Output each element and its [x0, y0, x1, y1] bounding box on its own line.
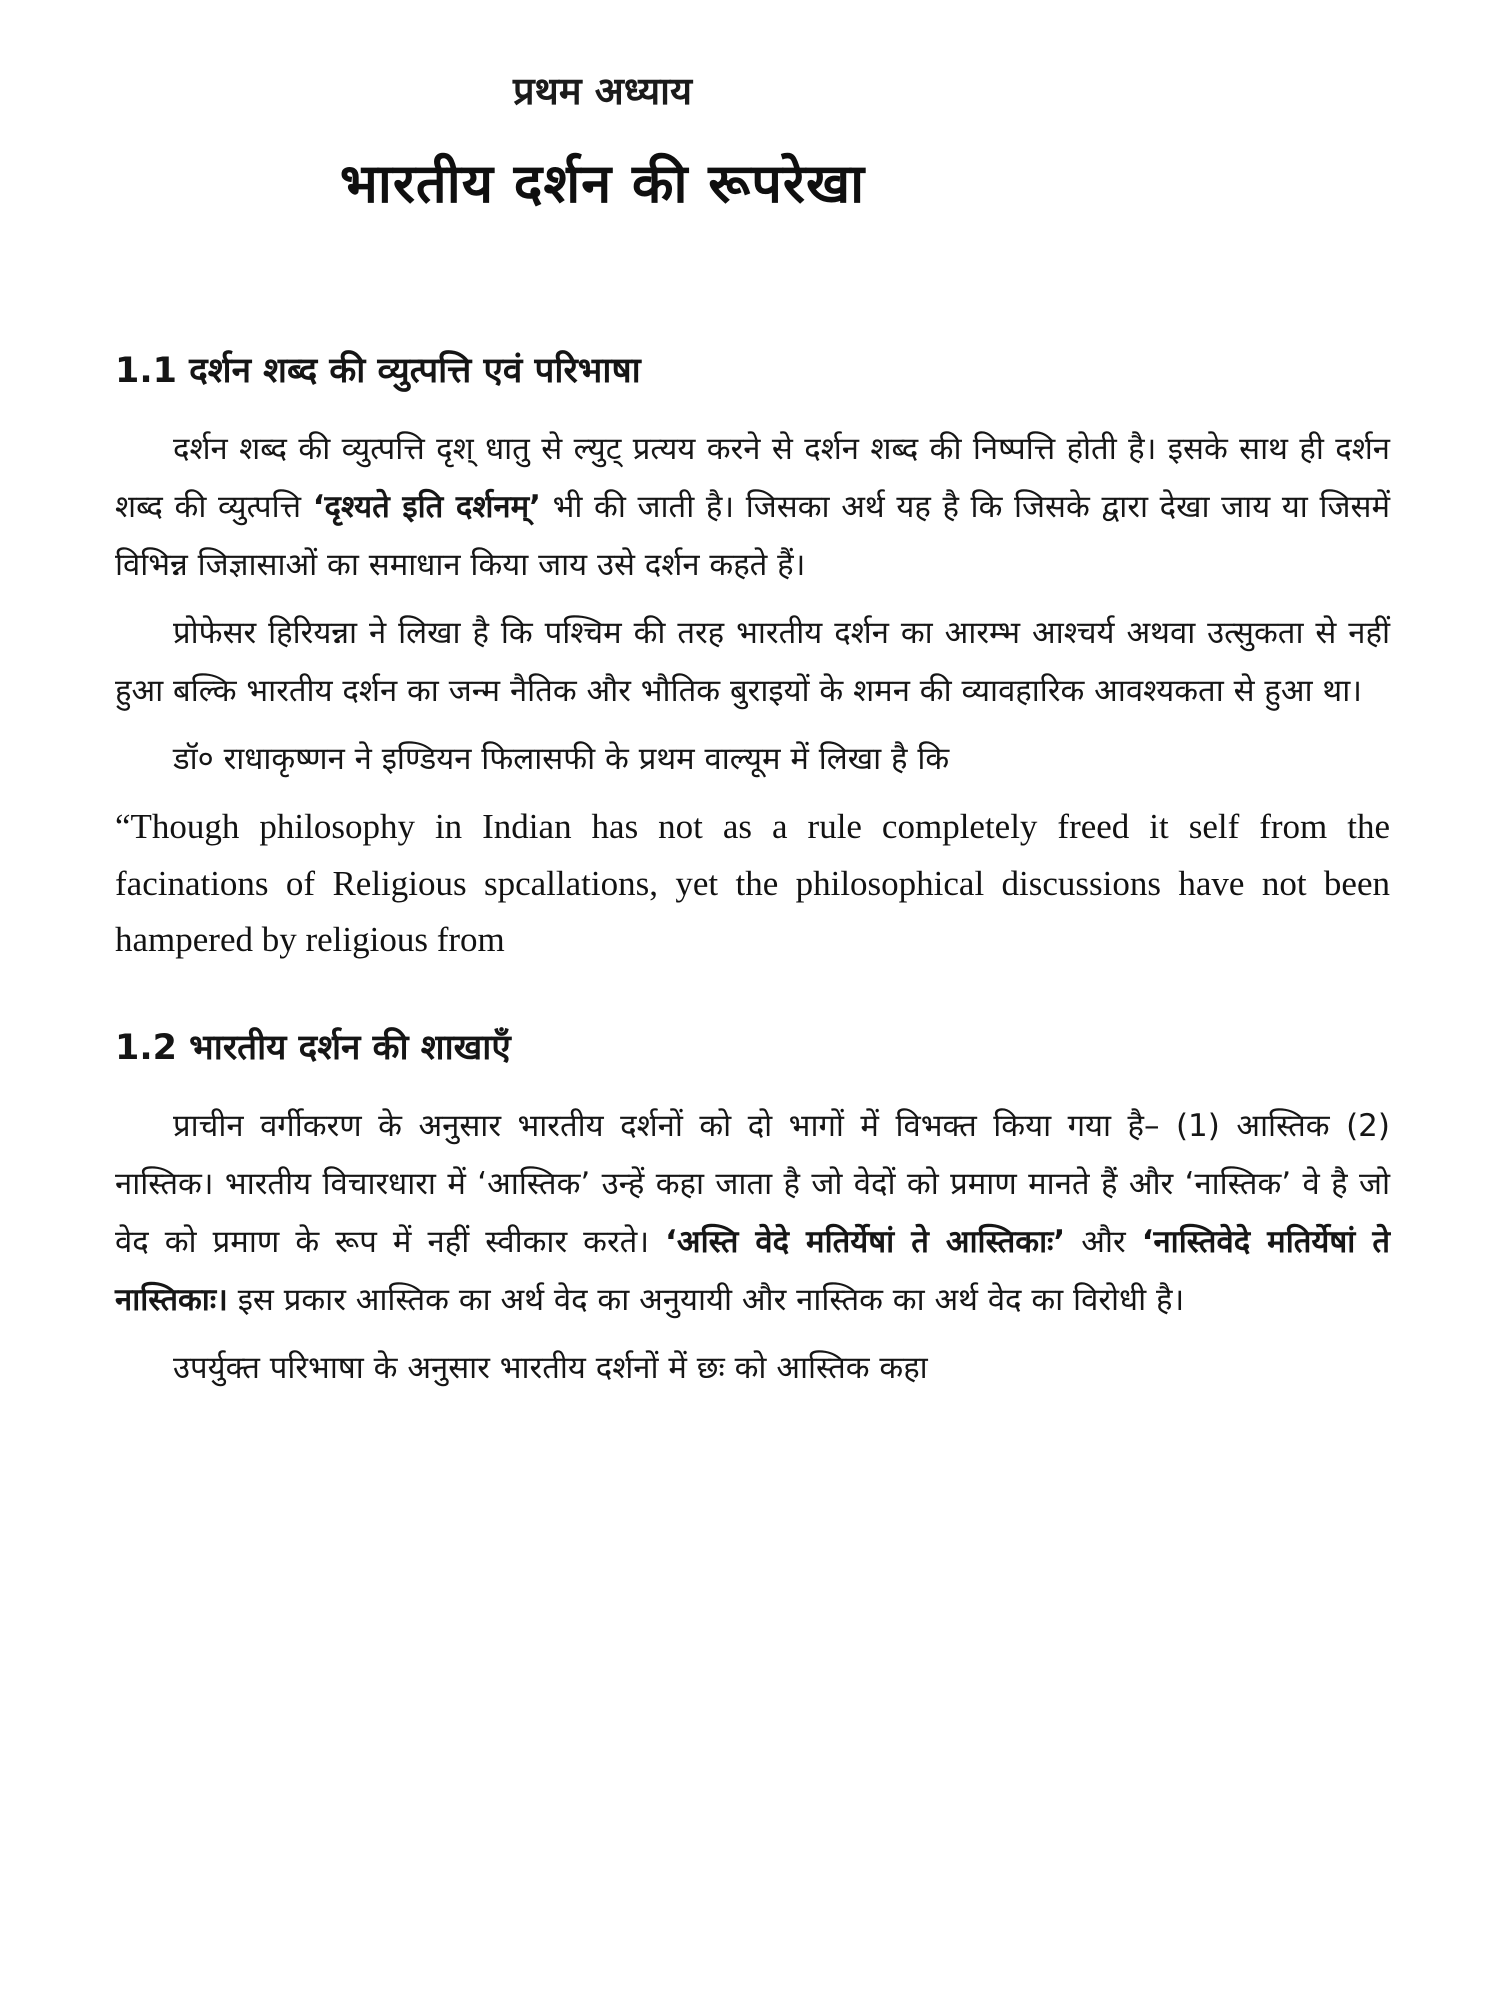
text-run-bold-sanskrit-quote: ‘नास्तिवेदे मतिर्येषां ते नास्तिकाः।	[115, 1223, 1390, 1318]
section-1-2-heading: 1.2 भारतीय दर्शन की शाखाएँ	[115, 1027, 511, 1068]
section-1-2-paragraph-2: उपर्युक्त परिभाषा के अनुसार भारतीय दर्शनों में छः को आस्तिक कहा	[173, 1349, 928, 1386]
chapter-heading: प्रथम अध्याय	[512, 69, 693, 113]
section-1-1-heading: 1.1 दर्शन शब्द की व्युत्पत्ति एवं परिभाषा	[115, 351, 641, 391]
text-run: प्राचीन वर्गीकरण के अनुसार भारतीय दर्शनों को दो भागों में विभक्त किया गया है– (1) आस्तिक (2) नास्तिक। भारतीय विचारधारा में ‘आस्तिक’ उन्हें कहा जाता है जो वेदों को प्रमाण मानते हैं और ‘नास्तिक’ वे है जो वेद को प्रमाण के रूप में नहीं स्वीकार करते।	[115, 1107, 1390, 1260]
text-run: दर्शन शब्द की व्युत्पत्ति दृश् धातु से ल्युट् प्रत्यय करने से दर्शन शब्द की निष्पत्ति होती है। इसके साथ ही दर्शन शब्द की व्युत्पत्ति	[115, 431, 1390, 525]
section-1-1-paragraph-3-english-quote: “Though philosophy in Indian has not as a rule completely freed it self from the facinations of Religious spcallations, yet the philosophical discussions have not been hampered by religious from	[115, 806, 1390, 960]
section-1-1-paragraph-1	[115, 421, 1390, 595]
text-run-bold-sanskrit-quote: ‘दृश्यते इति दर्शनम्’	[312, 488, 541, 525]
section-1-1-paragraph-3-hindi: डॉ० राधाकृष्णन ने इण्डियन फिलासफी के प्रथम वाल्यूम में लिखा है कि	[173, 740, 950, 777]
section-1-2-paragraph-1	[115, 1098, 1390, 1330]
text-run: और	[1065, 1223, 1142, 1260]
section-1-1-paragraph-2: प्रोफेसर हिरियन्ना ने लिखा है कि पश्चिम की तरह भारतीय दर्शन का आरम्भ आश्चर्य अथवा उत्सुकता से नहीं हुआ बल्कि भारतीय दर्शन का जन्म नैतिक और भौतिक बुराइयों के शमन की व्यावहारिक आवश्यकता से हुआ था।	[115, 614, 1390, 709]
text-run-bold-sanskrit-quote: ‘अस्ति वेदे मतिर्येषां ते आस्तिकाः’	[665, 1223, 1066, 1260]
text-run: इस प्रकार आस्तिक का अर्थ वेद का अनुयायी और नास्तिक का अर्थ वेद का विरोधी है।	[227, 1281, 1185, 1318]
text-run: भी की जाती है। जिसका अर्थ यह है कि जिसके द्वारा देखा जाय या जिसमें विभिन्न जिज्ञासाओं का समाधान किया जाय उसे दर्शन कहते हैं।	[115, 488, 1390, 583]
page-title: भारतीय दर्शन की रूपरेखा	[339, 152, 866, 215]
